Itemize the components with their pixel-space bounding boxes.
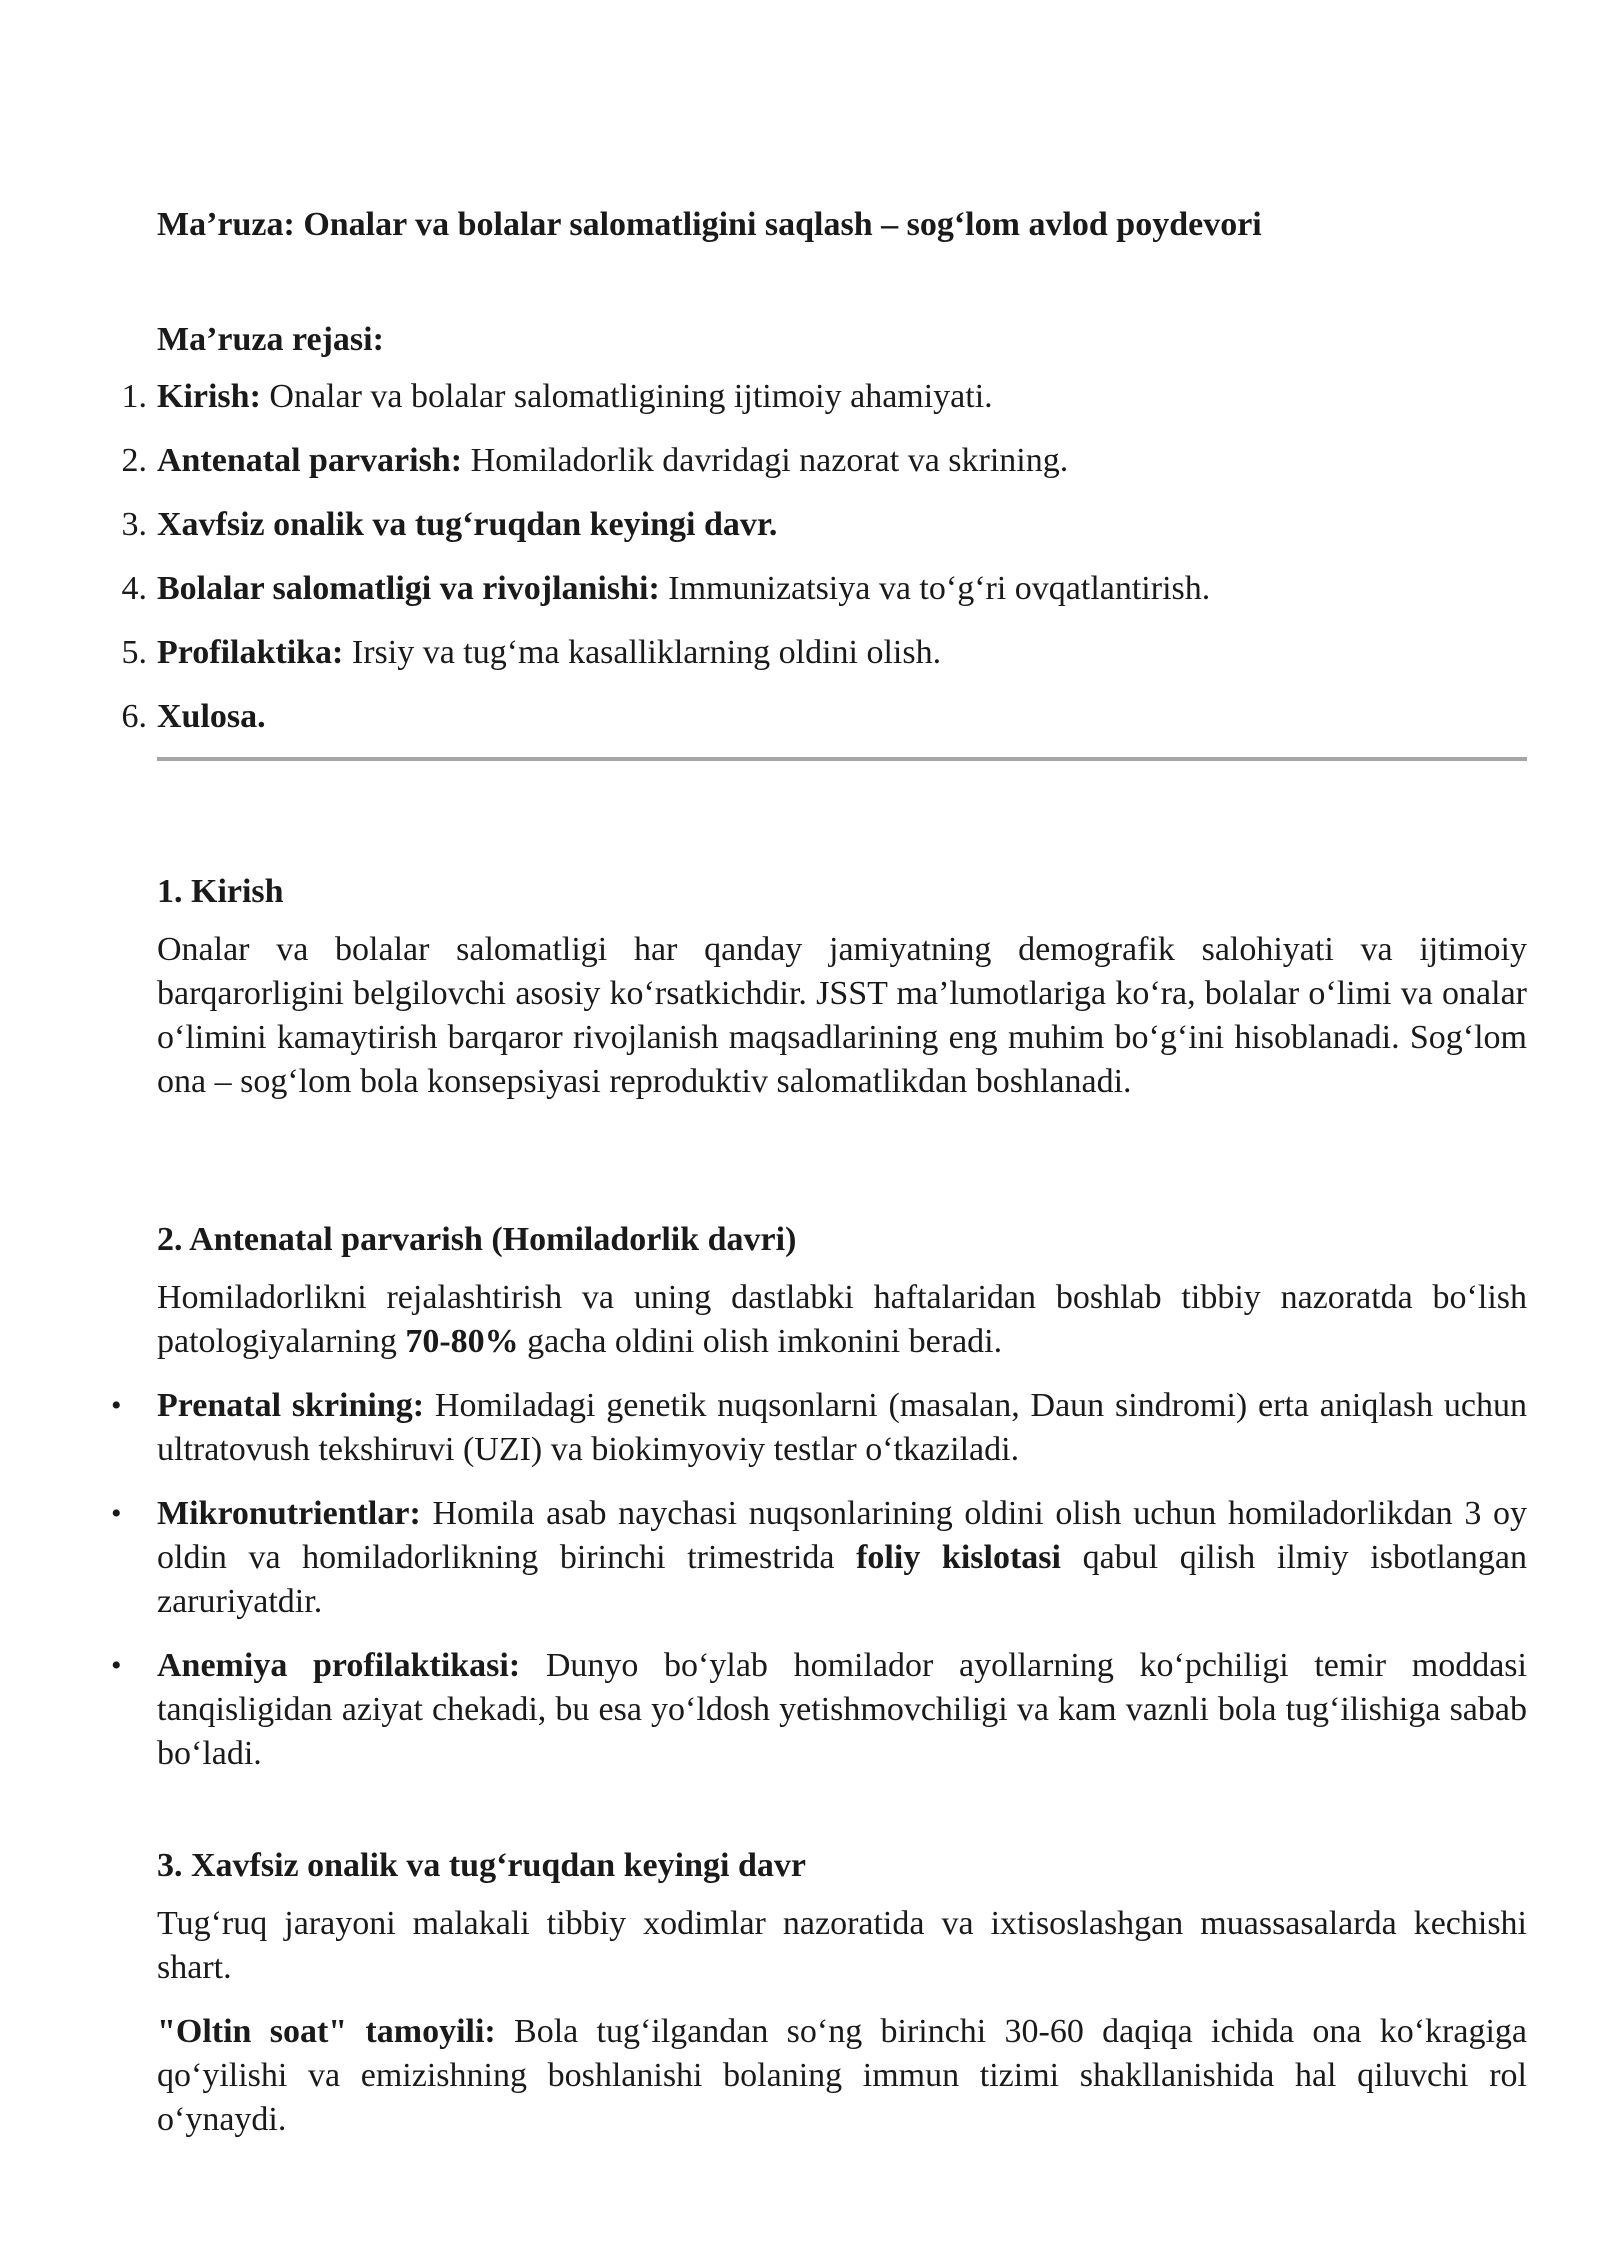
section-introduction [157,870,1527,1124]
plan-item [121,503,1527,547]
plan-item-title: Profilaktika: [157,634,344,671]
plan-item-text: Onalar va bolalar salomatligining ijtimoiy ahamiyati. [260,378,993,415]
plan-item-title: Antenatal parvarish: [157,442,463,479]
principle-title: "Oltin soat" tamoyili: [157,2013,496,2050]
paragraph-text: Homiladorlikni rejalashtirish va uning dastlabki haftalaridan boshlab tibbiy nazoratda bo‘lish patologiyalarning [157,1279,1527,1360]
bullet-text: qabul qilish ilmiy isbotlangan zaruriyatdir. [157,1539,1528,1620]
plan-heading: Ma’ruza rejasi: [157,321,384,358]
plan-item [121,567,1527,611]
section-heading: 2. Antenatal parvarish (Homiladorlik davri) [157,1221,797,1258]
plan-item [121,695,1527,739]
bullet-text: Homiladagi genetik nuqsonlarni (masalan, Daun sindromi) erta aniqlash uchun ultratovush tekshiruvi (UZI) va biokimyoviy testlar o‘tkaziladi. [157,1387,1528,1468]
section-heading: 1. Kirish [157,873,284,910]
section-antenatal-care [111,1218,1528,1796]
golden-hour-paragraph [157,2010,1527,2142]
section-safe-motherhood [157,1844,1527,2162]
horizontal-divider [157,757,1527,761]
plan-item [121,631,1527,675]
bullet-item [111,1644,1527,1776]
document-title: Ma’ruza: Onalar va bolalar salomatligini saqlash – sog‘lom avlod poydevori [157,206,1262,243]
highlight-percentage: 70-80% [405,1323,519,1360]
bullet-text: Homila asab naychasi nuqsonlarining oldini olish uchun homiladorlikdan 3 oy oldin va homiladorlikning birinchi trimestrida [157,1495,1527,1576]
plan-item [121,439,1527,483]
plan-list [121,375,1527,759]
principle-text: Bola tug‘ilgandan so‘ng birinchi 30-60 daqiqa ichida ona ko‘kragiga qo‘yilishi va emizishning boshlanishi bolaning immun tizimi shakllanishida hal qiluvchi rol o‘ynaydi. [157,2013,1527,2138]
section-paragraph [157,1276,1527,1364]
bullet-item [111,1384,1528,1472]
plan-item-text: Immunizatsiya va to‘g‘ri ovqatlantirish. [659,570,1211,607]
section-paragraph: Onalar va bolalar salomatligi har qanday jamiyatning demografik salohiyati va ijtimoiy barqarorligini belgilovchi asosiy ko‘rsatkichdir. JSST ma’lumotlariga ko‘ra, bolalar o‘limi va onalar o‘limini kamaytirish barqaror rivojlanish maqsadlarining eng muhim bo‘g‘ini hisoblanadi. Sog‘lom ona – sog‘lom bola konsepsiyasi reproduktiv salomatlikdan boshlanadi. [157,931,1527,1100]
plan-item-title: Xulosa. [157,698,266,735]
bullet-title: Prenatal skrining: [157,1387,425,1424]
plan-item [121,375,1527,419]
bullet-item [111,1492,1528,1624]
plan-item-number: 1. [121,378,147,415]
plan-item-title: Xavfsiz onalik va tug‘ruqdan keyingi davr. [157,506,778,543]
plan-item-number: 6. [121,698,147,735]
bullet-highlight: foliy kislotasi [856,1539,1061,1576]
plan-item-number: 3. [121,506,147,543]
bullet-text: Dunyo bo‘ylab homilador ayollarning ko‘pchiligi temir moddasi tanqisligidan aziyat chekadi, bu esa yo‘ldosh yetishmovchiligi va kam vaznli bola tug‘ilishiga sabab bo‘ladi. [157,1647,1527,1772]
plan-item-number: 2. [121,442,147,479]
plan-item-title: Kirish: [157,378,261,415]
section-heading: 3. Xavfsiz onalik va tug‘ruqdan keyingi davr [157,1847,806,1884]
plan-item-title: Bolalar salomatligi va rivojlanishi: [157,570,660,607]
section-paragraph: Tug‘ruq jarayoni malakali tibbiy xodimlar nazoratida va ixtisoslashgan muassasalarda kechishi shart. [157,1905,1527,1986]
bullet-title: Mikronutrientlar: [157,1495,421,1532]
plan-item-number: 4. [121,570,147,607]
paragraph-text: gacha oldini olish imkonini beradi. [518,1323,1003,1360]
bullet-icon: • [111,1497,122,1530]
plan-item-text: Irsiy va tug‘ma kasalliklarning oldini olish. [343,634,942,671]
bullet-icon: • [111,1389,122,1422]
bullet-icon: • [111,1649,122,1682]
bullet-title: Anemiya profilaktikasi: [157,1647,521,1684]
plan-item-number: 5. [121,634,147,671]
plan-item-text: Homiladorlik davridagi nazorat va skrining. [462,442,1069,479]
